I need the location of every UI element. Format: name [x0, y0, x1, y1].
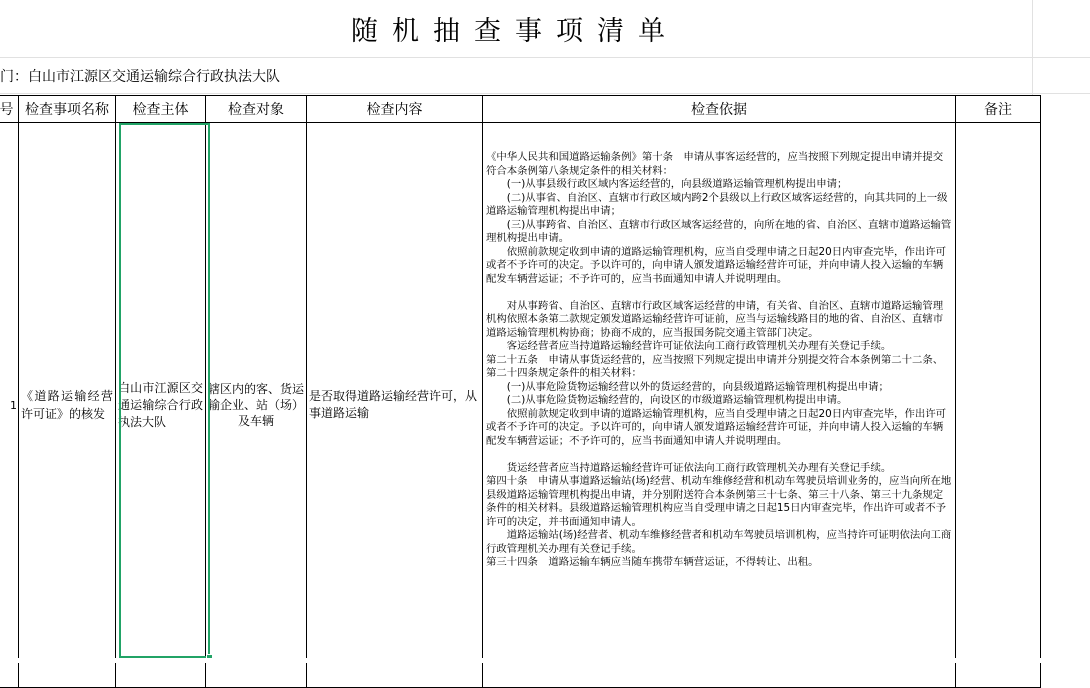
header-item-name[interactable]: 检查事项名称: [19, 96, 116, 123]
cell-seq[interactable]: 1: [0, 123, 19, 688]
cell-content[interactable]: 是否取得道路运输经营许可，从事道路运输: [307, 123, 483, 688]
header-content[interactable]: 检查内容: [307, 96, 483, 123]
sheet-title[interactable]: 随机抽查事项清单: [351, 15, 679, 47]
grid-line: [0, 57, 1090, 58]
grid-line: [1032, 0, 1033, 95]
sheet-bottom-edge: [0, 658, 1090, 663]
cell-item-name[interactable]: 《道路运输经营许可证》的核发: [19, 123, 116, 688]
grid-line: [0, 93, 1090, 94]
header-object[interactable]: 检查对象: [206, 96, 307, 123]
cell-remark[interactable]: [956, 123, 1041, 688]
department-line[interactable]: 门：白山市江源区交通运输综合行政执法大队: [0, 69, 280, 85]
cell-object[interactable]: 辖区内的客、货运输企业、站（场）及车辆: [206, 123, 307, 688]
header-basis[interactable]: 检查依据: [483, 96, 956, 123]
table-row: [0, 123, 1041, 688]
cell-subject[interactable]: 白山市江源区交通运输综合行政执法大队: [116, 123, 206, 688]
header-seq[interactable]: 号: [0, 96, 19, 123]
header-subject[interactable]: 检查主体: [116, 96, 206, 123]
inspection-table: [0, 95, 1041, 688]
cell-basis[interactable]: 《中华人民共和国道路运输条例》第十条 申请从事客运经营的，应当按照下列规定提出申请并提交符合本条例第八条规定条件的相关材料： (一)从事县级行政区域内客运经营的，向县级道路运输管理机构提出申请； (二)从事省、自治区、直辖市行政区域内跨2个县级以上行政区域客运经营的，向其共同的上一级道路运输管理机构提出申请； (三)从事跨省、自治区、直辖市行政区域客运经营的，向所在地的省、自治区、直辖市道路运输管理机构提出申请。 依照前款规定收到申请的道路运输管理机构，应当自受理申请之日起20日内审查完毕，作出许可或者不予许可的决定。予以许可的，向申请人颁发道路运输经营许可证，并向申请人投入运输的车辆配发车辆营运证；不予许可的，应当书面通知申请人并说明理由。 对从事跨省、自治区、直辖市行政区域客运经营的申请，有关省、自治区、直辖市道路运输管理机构依照本条第二款规定颁发道路运输经营许可证前，应当与运输线路目的地的省、自治区、直辖市道路运输管理机构协商；协商不成的，应当报国务院交通主管部门决定。 客运经营者应当持道路运输经营许可证依法向工商行政管理机关办理有关登记手续。 第二十五条 申请从事货运经营的，应当按照下列规定提出申请并分别提交符合本条例第二十二条、第二十四条规定条件的相关材料： (一)从事危险货物运输经营以外的货运经营的，向县级道路运输管理机构提出申请； (二)从事危险货物运输经营的，向设区的市级道路运输管理机构提出申请。 依照前款规定收到申请的道路运输管理机构，应当自受理申请之日起20日内审查完毕，作出许可或者不予许可的决定。予以许可的，向申请人颁发道路运输经营许可证，并向申请人投入运输的车辆配发车辆营运证；不予许可的，应当书面通知申请人并说明理由。 货运经营者应当持道路运输经营许可证依法向工商行政管理机关办理有关登记手续。 第四十条 申请从事道路运输站(场)经营、机动车维修经营和机动车驾驶员培训业务的，应当向所在地县级道路运输管理机构提出申请，并分别附送符合本条例第三十七条、第三十八条、第三十九条规定条件的相关材料。县级道路运输管理机构应当自受理申请之日起15日内审查完毕，作出许可或者不予许可的决定，并书面通知申请人。 道路运输站(场)经营者、机动车维修经营者和机动车驾驶员培训机构，应当持许可证明依法向工商行政管理机关办理有关登记手续。 第三十四条 道路运输车辆应当随车携带车辆营运证，不得转让、出租。: [483, 123, 956, 688]
header-row: [0, 96, 1041, 123]
header-remark[interactable]: 备注: [956, 96, 1041, 123]
